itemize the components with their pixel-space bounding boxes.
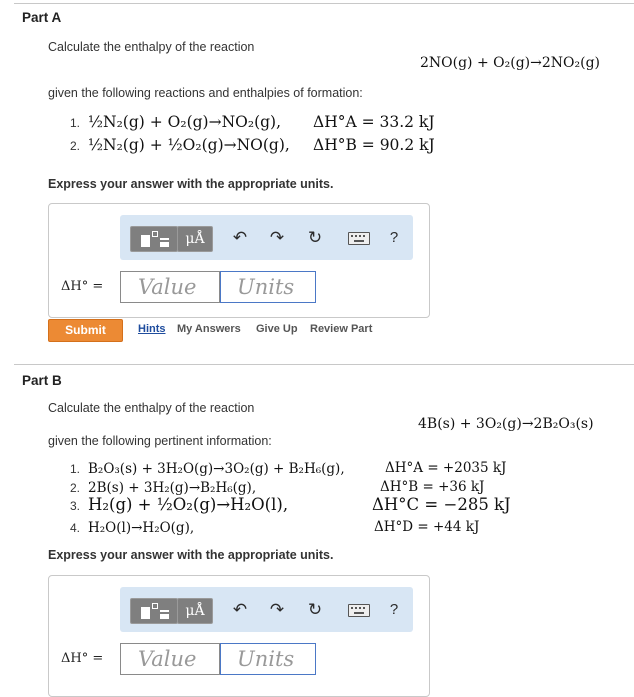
section-divider [14,364,634,365]
part-b-prompt: Calculate the enthalpy of the reaction [48,401,255,415]
help-button[interactable]: ? [389,229,399,246]
help-button[interactable]: ? [389,601,399,618]
redo-icon[interactable]: ↷ [269,600,285,619]
reaction-equation: H₂(g) + ½O₂(g)→H₂O(l), [88,495,289,514]
reaction-equation: 2B(s) + 3H₂(g)→B₂H₆(g), [88,480,257,496]
part-a-prompt: Calculate the enthalpy of the reaction [48,40,255,54]
reaction-number: 1. [70,116,81,130]
part-a-title: Part A [22,10,62,25]
reaction-equation: ½N₂(g) + O₂(g)→NO₂(g), [88,113,282,131]
part-b-instruction: Express your answer with the appropriate units. [48,548,334,562]
hints-link[interactable]: Hints [138,323,166,335]
part-b-enthalpy-3: ΔH°C = −285 kJ [372,495,511,514]
reaction-number: 1. [70,462,81,476]
submit-button[interactable]: Submit [48,319,123,342]
review-part-link[interactable]: Review Part [310,323,373,335]
reaction-number: 4. [70,521,81,535]
part-a-reaction-1 [70,113,281,132]
symbols-button[interactable]: μÅ [177,226,213,252]
value-input[interactable]: Value [120,271,220,303]
undo-icon[interactable]: ↶ [232,228,248,247]
part-b-title: Part B [22,373,62,388]
part-b-reaction-3 [70,495,288,515]
part-b-answer-box [48,575,430,697]
reset-icon[interactable]: ↻ [307,228,323,247]
units-input[interactable]: Units [220,643,316,675]
part-b-reaction-1 [70,460,345,478]
part-a-target-reaction: 2NO(g) + O₂(g)→2NO₂(g) [420,55,600,71]
undo-icon[interactable]: ↶ [232,600,248,619]
answer-label: ΔH° = [61,279,104,294]
top-divider [14,3,634,4]
reaction-number: 2. [70,481,81,495]
part-a-enthalpy-2: ΔH°B = 90.2 kJ [313,136,435,154]
part-a-instruction: Express your answer with the appropriate units. [48,177,334,191]
keyboard-icon[interactable] [348,604,370,617]
math-toolbar [120,587,413,632]
part-b-given-label: given the following pertinent information: [48,434,272,448]
keyboard-icon[interactable] [348,232,370,245]
part-a-reaction-2 [70,136,290,155]
grid-template-icon[interactable] [130,226,178,252]
redo-icon[interactable]: ↷ [269,228,285,247]
part-b-enthalpy-1: ΔH°A = +2035 kJ [385,460,507,476]
give-up-link[interactable]: Give Up [256,323,298,335]
reaction-number: 3. [70,499,81,513]
reaction-number: 2. [70,139,81,153]
reset-icon[interactable]: ↻ [307,600,323,619]
math-toolbar [120,215,413,260]
units-input[interactable]: Units [220,271,316,303]
part-a-given-label: given the following reactions and enthalpies of formation: [48,86,363,100]
part-b-reaction-4 [70,519,194,537]
part-b-enthalpy-4: ΔH°D = +44 kJ [374,519,480,535]
reaction-equation: ½N₂(g) + ½O₂(g)→NO(g), [88,136,290,154]
grid-template-icon[interactable] [130,598,178,624]
part-a-enthalpy-1: ΔH°A = 33.2 kJ [313,113,435,131]
part-a-answer-box [48,203,430,318]
part-b-enthalpy-2: ΔH°B = +36 kJ [380,479,485,495]
my-answers-link[interactable]: My Answers [177,323,241,335]
answer-label: ΔH° = [61,651,104,666]
value-input[interactable]: Value [120,643,220,675]
symbols-button[interactable]: μÅ [177,598,213,624]
reaction-equation: H₂O(l)→H₂O(g), [88,520,195,536]
part-b-target-reaction: 4B(s) + 3O₂(g)→2B₂O₃(s) [418,416,594,432]
reaction-equation: B₂O₃(s) + 3H₂O(g)→3O₂(g) + B₂H₆(g), [88,461,345,477]
